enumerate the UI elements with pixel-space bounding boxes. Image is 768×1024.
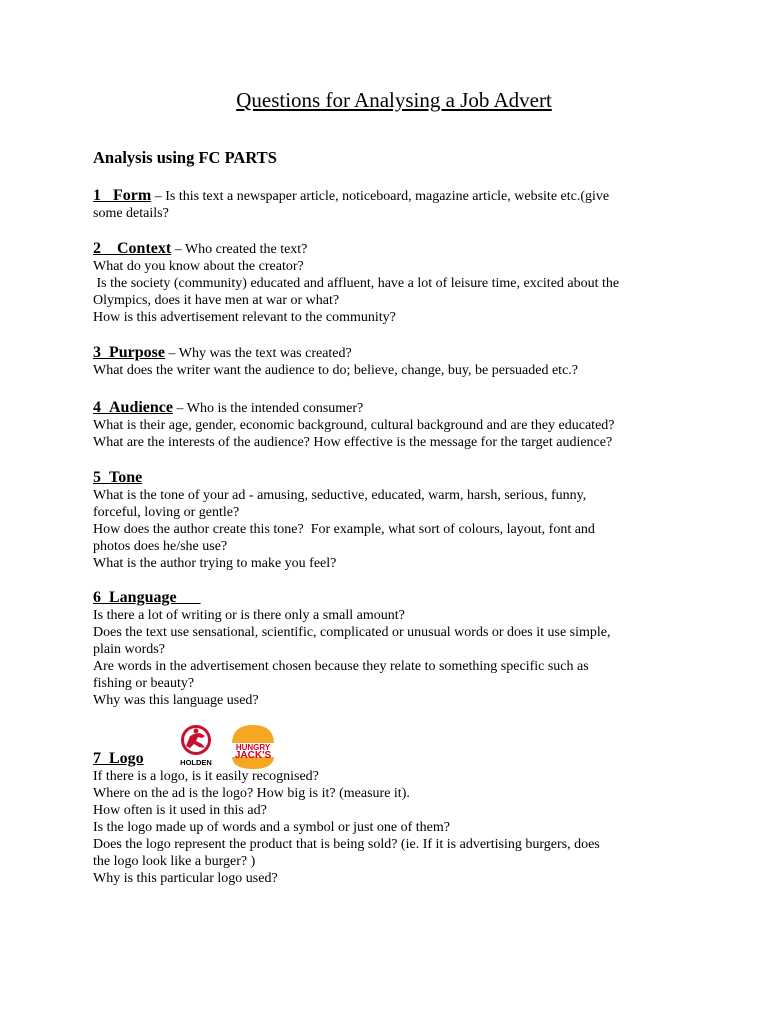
section-heading: 6 Language bbox=[93, 589, 177, 606]
section-line: Why was this language used? bbox=[93, 693, 259, 708]
section-line: Are words in the advertisement chosen because they relate to something specific such as bbox=[93, 659, 589, 674]
section-heading: 2 Context bbox=[93, 240, 172, 257]
section-line: Is the society (community) educated and affluent, have a lot of leisure time, excited about the bbox=[93, 276, 620, 291]
section-heading: 5 Tone bbox=[93, 469, 143, 486]
section-audience bbox=[93, 399, 693, 451]
section-context bbox=[93, 240, 693, 326]
section-line: Is there a lot of writing or is there only a small amount? bbox=[93, 608, 405, 623]
section-line: What is their age, gender, economic background, cultural background and are they educated? bbox=[93, 418, 615, 433]
section-line: Olympics, does it have men at war or what? bbox=[93, 293, 340, 308]
section-intro: – Why was the text was created? bbox=[168, 346, 352, 361]
section-form bbox=[93, 187, 693, 222]
section-line: Does the text use sensational, scientific, complicated or unusual words or does it use simple, bbox=[93, 625, 611, 640]
svg-text:HOLDEN: HOLDEN bbox=[180, 758, 212, 767]
section-line: What are the interests of the audience? How effective is the message for the target audience? bbox=[93, 435, 613, 450]
section-line: Is the logo made up of words and a symbol or just one of them? bbox=[93, 820, 450, 835]
section-line: What is the tone of your ad - amusing, seductive, educated, warm, harsh, serious, funny, bbox=[93, 488, 587, 503]
section-heading: 1 Form bbox=[93, 187, 152, 204]
section-line: What is the author trying to make you feel? bbox=[93, 556, 337, 571]
section-purpose bbox=[93, 344, 693, 379]
section-language bbox=[93, 589, 693, 709]
section-line: If there is a logo, is it easily recognised? bbox=[93, 769, 319, 784]
section-line: Where on the ad is the logo? How big is it? (measure it). bbox=[93, 786, 410, 801]
section-intro: – Who created the text? bbox=[174, 242, 308, 257]
section-intro: – Is this text a newspaper article, noticeboard, magazine article, website etc.(give bbox=[154, 189, 610, 204]
section-line: Why is this particular logo used? bbox=[93, 871, 278, 886]
section-line: forceful, loving or gentle? bbox=[93, 505, 240, 520]
section-line: How often is it used in this ad? bbox=[93, 803, 267, 818]
holden-logo bbox=[172, 722, 220, 768]
section-line: What does the writer want the audience to do; believe, change, buy, be persuaded etc.? bbox=[93, 363, 579, 378]
section-heading: 3 Purpose bbox=[93, 344, 165, 361]
section-intro: – Who is the intended consumer? bbox=[176, 401, 364, 416]
section-heading: 7 Logo bbox=[93, 750, 144, 767]
section-line: plain words? bbox=[93, 642, 165, 657]
page-title: Questions for Analysing a Job Advert bbox=[236, 88, 552, 112]
section-line: fishing or beauty? bbox=[93, 676, 195, 691]
hungry-jacks-logo bbox=[228, 722, 278, 772]
svg-text:JACK'S: JACK'S bbox=[234, 750, 272, 761]
section-line: photos does he/she use? bbox=[93, 539, 228, 554]
section-line: some details? bbox=[93, 206, 169, 221]
section-line: How does the author create this tone? For example, what sort of colours, layout, font and bbox=[93, 522, 595, 537]
section-line: How is this advertisement relevant to the community? bbox=[93, 310, 396, 325]
section-heading: 4 Audience bbox=[93, 399, 173, 416]
subtitle: Analysis using FC PARTS bbox=[93, 148, 277, 167]
section-line: the logo look like a burger? ) bbox=[93, 854, 256, 869]
logos-group bbox=[172, 722, 292, 772]
section-tone bbox=[93, 469, 693, 572]
svg-text:HUNGRY: HUNGRY bbox=[235, 743, 271, 752]
section-line: What do you know about the creator? bbox=[93, 259, 304, 274]
section-line: Does the logo represent the product that is being sold? (ie. If it is advertising burgers, does bbox=[93, 837, 600, 852]
